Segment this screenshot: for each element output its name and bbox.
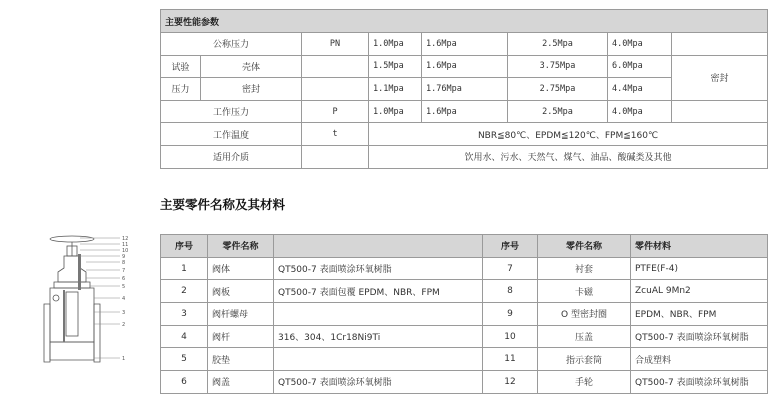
part-material: QT500-7 表面喷涂环氧树脂 — [274, 257, 483, 280]
drawing-label: 11 — [122, 242, 129, 248]
perf-value: 1.76Mpa — [422, 78, 508, 101]
perf-value: 1.1Mpa — [369, 78, 422, 101]
parts-section-title: 主要零件名称及其材料 — [160, 197, 286, 212]
part-number: 12 — [483, 371, 538, 394]
part-name: 衬套 — [538, 257, 631, 280]
part-number: 6 — [161, 371, 208, 394]
perf-value: 1.6Mpa — [422, 100, 508, 123]
part-material: ZcuAL 9Mn2 — [631, 280, 768, 303]
working-temperature-value: NBR≦80℃、EPDM≦120℃、FPM≦160℃ — [369, 123, 768, 146]
part-name: 阀杆 — [208, 325, 274, 348]
nominal-pressure-label: 公称压力 — [161, 33, 302, 56]
perf-value: 1.0Mpa — [369, 33, 422, 56]
parts-header: 零件名称 — [538, 235, 631, 258]
seal-note: 密封 — [672, 55, 768, 100]
empty-cell — [672, 33, 768, 56]
part-name: O 型密封圈 — [538, 303, 631, 326]
parts-header — [274, 235, 483, 258]
parts-header: 零件材料 — [631, 235, 768, 258]
perf-value: 3.75Mpa — [508, 55, 608, 78]
perf-value: 4.0Mpa — [608, 100, 672, 123]
table-row — [161, 303, 768, 326]
perf-value: 6.0Mpa — [608, 55, 672, 78]
drawing-label: 4 — [122, 296, 126, 302]
perf-value: 2.5Mpa — [508, 33, 608, 56]
table-row — [161, 257, 768, 280]
part-material: EPDM、NBR、FPM — [631, 303, 768, 326]
part-name: 压盖 — [538, 325, 631, 348]
empty-cell — [302, 145, 369, 168]
drawing-label: 6 — [122, 276, 126, 282]
perf-value: 2.5Mpa — [508, 100, 608, 123]
table-row — [161, 325, 768, 348]
gate-valve-section-drawing — [36, 232, 136, 382]
parts-header: 序号 — [483, 235, 538, 258]
table-row — [161, 371, 768, 394]
perf-value: 1.6Mpa — [422, 55, 508, 78]
drawing-label: 1 — [122, 356, 126, 362]
drawing-label: 12 — [122, 236, 129, 242]
performance-title: 主要性能参数 — [161, 10, 768, 33]
parts-table — [160, 234, 768, 394]
drawing-label: 7 — [122, 268, 126, 274]
working-temperature-label: 工作温度 — [161, 123, 302, 146]
shell-label: 壳体 — [201, 55, 302, 78]
test-pressure-label-top: 试验 — [161, 55, 201, 78]
parts-header: 零件名称 — [208, 235, 274, 258]
part-material — [274, 348, 483, 371]
table-row — [161, 280, 768, 303]
part-name: 卡磁 — [538, 280, 631, 303]
part-material: QT500-7 表面喷涂环氧树脂 — [631, 325, 768, 348]
part-number: 11 — [483, 348, 538, 371]
part-number: 2 — [161, 280, 208, 303]
drawing-label: 10 — [122, 248, 129, 254]
part-material: 316、304、1Cr18Ni9Ti — [274, 325, 483, 348]
parts-header: 序号 — [161, 235, 208, 258]
part-name: 阀盖 — [208, 371, 274, 394]
drawing-label: 3 — [122, 310, 126, 316]
table-row — [161, 348, 768, 371]
nominal-pressure-symbol: PN — [302, 33, 369, 56]
test-pressure-label-bottom: 压力 — [161, 78, 201, 101]
part-material: 合成塑料 — [631, 348, 768, 371]
empty-cell — [302, 78, 369, 101]
perf-value: 1.5Mpa — [369, 55, 422, 78]
perf-value: 1.6Mpa — [422, 33, 508, 56]
part-material: PTFE(F-4) — [631, 257, 768, 280]
part-name: 手轮 — [538, 371, 631, 394]
perf-value: 4.4Mpa — [608, 78, 672, 101]
empty-cell — [302, 55, 369, 78]
working-pressure-symbol: P — [302, 100, 369, 123]
part-name: 阀杆螺母 — [208, 303, 274, 326]
empty-cell — [672, 100, 768, 123]
part-number: 8 — [483, 280, 538, 303]
part-number: 3 — [161, 303, 208, 326]
part-number: 9 — [483, 303, 538, 326]
drawing-label: 2 — [122, 322, 126, 328]
drawing-label: 8 — [122, 260, 126, 266]
part-number: 5 — [161, 348, 208, 371]
medium-value: 饮用水、污水、天然气、煤气、油品、酸碱类及其他 — [369, 145, 768, 168]
part-material — [274, 303, 483, 326]
part-name: 胶垫 — [208, 348, 274, 371]
working-pressure-label: 工作压力 — [161, 100, 302, 123]
perf-value: 1.0Mpa — [369, 100, 422, 123]
part-material: QT500-7 表面喷涂环氧树脂 — [274, 371, 483, 394]
drawing-label: 9 — [122, 254, 126, 260]
part-number: 7 — [483, 257, 538, 280]
part-number: 4 — [161, 325, 208, 348]
part-name: 指示套筒 — [538, 348, 631, 371]
drawing-label: 5 — [122, 284, 126, 290]
part-material: QT500-7 表面喷涂环氧树脂 — [631, 371, 768, 394]
perf-value: 4.0Mpa — [608, 33, 672, 56]
part-material: QT500-7 表面包覆 EPDM、NBR、FPM — [274, 280, 483, 303]
medium-label: 适用介质 — [161, 145, 302, 168]
performance-table — [160, 9, 768, 169]
working-temperature-symbol: t — [302, 123, 369, 146]
part-number: 1 — [161, 257, 208, 280]
part-number: 10 — [483, 325, 538, 348]
perf-value: 2.75Mpa — [508, 78, 608, 101]
seal-label: 密封 — [201, 78, 302, 101]
part-name: 阀体 — [208, 257, 274, 280]
part-name: 阀板 — [208, 280, 274, 303]
